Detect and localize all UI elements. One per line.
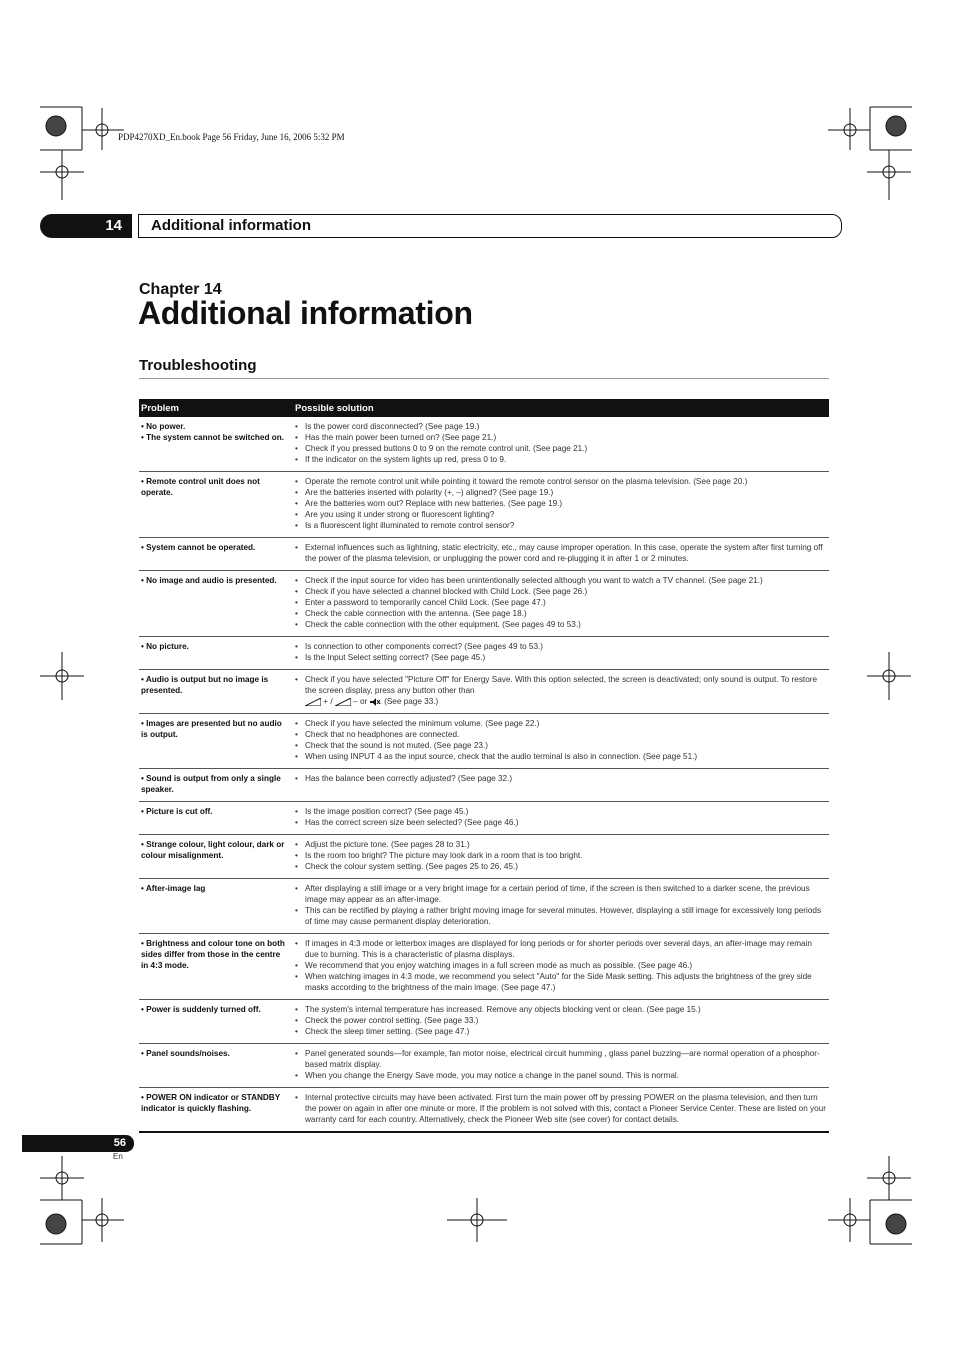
table-row: [139, 637, 829, 670]
solution-list: [295, 806, 827, 828]
solution-item: • Is the Input Select setting correct? (See page 45.): [295, 652, 827, 663]
solution-list: [295, 641, 827, 663]
solution-item: • Is connection to other components correct? (See pages 49 to 53.): [295, 641, 827, 652]
solution-item: • External influences such as lightning, static electricity, etc., may cause improper operation. In this case, operate the system after first turning off the power of the plasma television, or unplugging the power cord and re-plugging it in after 1 or 2 minutes.: [295, 542, 827, 564]
solution-item: • Are the batteries inserted with polarity (+, –) aligned? (See page 19.): [295, 487, 827, 498]
solution-item: • Has the main power been turned on? (See page 21.): [295, 432, 827, 443]
problem-text: • After-image lag: [141, 884, 206, 893]
problem-text: • Power is suddenly turned off.: [141, 1005, 261, 1014]
solution-item: • The system's internal temperature has increased. Remove any objects blocking vent or clean. (See page 15.): [295, 1004, 827, 1015]
problem-text: • The system cannot be switched on.: [141, 433, 284, 442]
column-header-solution: Possible solution: [291, 399, 829, 417]
problem-text: • No image and audio is presented.: [141, 576, 277, 585]
solution-list: [295, 1004, 827, 1037]
solution-item: • Is the image position correct? (See page 45.): [295, 806, 827, 817]
solution-cell: [291, 670, 829, 714]
solution-list: [295, 773, 827, 784]
solution-list: [295, 674, 827, 707]
running-header-title: Additional information: [138, 214, 842, 238]
solution-list: [295, 839, 827, 872]
solution-item: • Check the power control setting. (See page 33.): [295, 1015, 827, 1026]
solution-item: • Panel generated sounds—for example, fan motor noise, electrical circuit humming , glass panel buzzing—are normal operation of a phosphor-based matrix display.: [295, 1048, 827, 1070]
solution-item: • When you change the Energy Save mode, you may notice a change in the panel sound. This is normal.: [295, 1070, 827, 1081]
problem-text: • Panel sounds/noises.: [141, 1049, 230, 1058]
solution-item: • Is the room too bright? The picture may look dark in a room that is too bright.: [295, 850, 827, 861]
page-number: 56: [22, 1135, 134, 1152]
solution-item: • Check the sleep timer setting. (See page 47.): [295, 1026, 827, 1037]
solution-item: • Are the batteries worn out? Replace with new batteries. (See page 19.): [295, 498, 827, 509]
troubleshooting-table: [139, 399, 829, 1133]
volume-up-icon: [305, 698, 321, 706]
table-row: [139, 1088, 829, 1133]
solution-item: • Check if you have selected the minimum volume. (See page 22.): [295, 718, 827, 729]
problem-text: • Sound is output from only a single speaker.: [141, 774, 281, 794]
problem-cell: [139, 1000, 291, 1044]
problem-cell: [139, 472, 291, 538]
solution-list: [295, 476, 827, 531]
problem-cell: [139, 802, 291, 835]
solution-item: • Enter a password to temporarily cancel Child Lock. (See page 47.): [295, 597, 827, 608]
table-row: [139, 934, 829, 1000]
solution-list: [295, 883, 827, 927]
solution-item: • When using INPUT 4 as the input source, check that the audio terminal is also in connection. (See page 51.): [295, 751, 827, 762]
problem-text: • POWER ON indicator or STANDBY indicator is quickly flashing.: [141, 1093, 281, 1113]
solution-cell: [291, 417, 829, 472]
solution-item: • Check the cable connection with the antenna. (See page 18.): [295, 608, 827, 619]
solution-item: • If images in 4:3 mode or letterbox images are displayed for long periods or for shorter periods over several days, an after-image may remain due to burning. This is a characteristic of plasma displays.: [295, 938, 827, 960]
solution-item: • Has the balance been correctly adjusted? (See page 32.): [295, 773, 827, 784]
problem-cell: [139, 571, 291, 637]
table-row: [139, 538, 829, 571]
solution-item: • Internal protective circuits may have been activated. First turn the main power off by pressing POWER on the plasma television, and then turn the power on again in after one minute or more. If the problem is not solved with this, contact a Pioneer Service Center. These are listed on your warranty card for each country. Alternatively, check the Pioneer Web site (see cover) for contact details.: [295, 1092, 827, 1125]
table-row: [139, 1000, 829, 1044]
solution-item: • Are you using it under strong or fluorescent lighting?: [295, 509, 827, 520]
section-divider: [139, 378, 829, 379]
solution-cell: [291, 769, 829, 802]
mute-icon: [370, 698, 380, 706]
solution-item: • Check if you have selected "Picture Off" for Energy Save. With this option selected, the screen is deactivated; only sound is output. To restore the screen display, press any button other than: [295, 674, 827, 696]
solution-cell: [291, 571, 829, 637]
problem-cell: [139, 714, 291, 769]
problem-cell: [139, 835, 291, 879]
solution-item: • Check if you have selected a channel blocked with Child Lock. (See page 26.): [295, 586, 827, 597]
problem-text: • System cannot be operated.: [141, 543, 256, 552]
section-title: Troubleshooting: [139, 357, 257, 374]
volume-down-icon: [335, 698, 351, 706]
solution-list: [295, 542, 827, 564]
problem-text: • Brightness and colour tone on both sides differ from those in the centre in 4:3 mode.: [141, 939, 285, 970]
solution-list: [295, 718, 827, 762]
problem-cell: [139, 637, 291, 670]
solution-item: • Adjust the picture tone. (See pages 28 to 31.): [295, 839, 827, 850]
problem-text: • Strange colour, light colour, dark or colour misalignment.: [141, 840, 285, 860]
problem-cell: [139, 1044, 291, 1088]
table-row: [139, 835, 829, 879]
solution-item: • If the indicator on the system lights up red, press 0 to 9.: [295, 454, 827, 465]
solution-cell: [291, 1088, 829, 1133]
problem-text: • Images are presented but no audio is output.: [141, 719, 282, 739]
solution-cell: [291, 934, 829, 1000]
problem-cell: [139, 1088, 291, 1133]
solution-cell: [291, 1044, 829, 1088]
problem-text: • No power.: [141, 422, 186, 431]
table-row: [139, 571, 829, 637]
solution-list: [295, 421, 827, 465]
problem-cell: [139, 769, 291, 802]
solution-cell: [291, 472, 829, 538]
problem-cell: [139, 670, 291, 714]
solution-item: • Is the power cord disconnected? (See page 19.): [295, 421, 827, 432]
solution-list: [295, 1092, 827, 1125]
solution-item: • Operate the remote control unit while pointing it toward the remote control sensor on the plasma television. (See page 20.): [295, 476, 827, 487]
solution-cell: [291, 538, 829, 571]
solution-item: • Check if the input source for video has been unintentionally selected although you want to watch a TV channel. (See page 21.): [295, 575, 827, 586]
table-row: [139, 879, 829, 934]
solution-list: [295, 938, 827, 993]
solution-cell: [291, 1000, 829, 1044]
table-row: [139, 472, 829, 538]
book-info: PDP4270XD_En.book Page 56 Friday, June 16, 2006 5:32 PM: [118, 132, 345, 142]
solution-cell: [291, 835, 829, 879]
chapter-label: Chapter 14: [139, 281, 222, 298]
problem-text: • Picture is cut off.: [141, 807, 213, 816]
table-row: [139, 769, 829, 802]
problem-cell: [139, 417, 291, 472]
chapter-title: Additional information: [138, 295, 473, 331]
solution-item: • Check if you pressed buttons 0 to 9 on the remote control unit. (See page 21.): [295, 443, 827, 454]
solution-item: • Is a fluorescent light illuminated to remote control sensor?: [295, 520, 827, 531]
table-row: [139, 802, 829, 835]
solution-item: • Check that the sound is not muted. (See page 23.): [295, 740, 827, 751]
solution-item: • This can be rectified by playing a rather bright moving image for several minutes. However, displaying a still image for excessively long periods of time may cause permanent display deterioration.: [295, 905, 827, 927]
solution-item: • Check that no headphones are connected.: [295, 729, 827, 740]
problem-cell: [139, 538, 291, 571]
solution-cell: [291, 637, 829, 670]
column-header-problem: Problem: [139, 399, 291, 417]
solution-item: • We recommend that you enjoy watching images in a full screen mode as much as possible. (See page 46.): [295, 960, 827, 971]
solution-item: + / – or . (See page 33.): [295, 696, 827, 707]
chapter-number-tab: 14: [40, 214, 132, 238]
page-language: En: [113, 1152, 123, 1161]
solution-item: • Check the colour system setting. (See pages 25 to 26, 45.): [295, 861, 827, 872]
solution-item: • After displaying a still image or a very bright image for a certain period of time, if the screen is then switched to a darker scene, the previous image may appear as an after-image.: [295, 883, 827, 905]
problem-cell: [139, 879, 291, 934]
solution-cell: [291, 802, 829, 835]
solution-item: • Has the correct screen size been selected? (See page 46.): [295, 817, 827, 828]
table-row: [139, 1044, 829, 1088]
problem-text: • Remote control unit does not operate.: [141, 477, 260, 497]
problem-text: • No picture.: [141, 642, 189, 651]
problem-text: • Audio is output but no image is presented.: [141, 675, 269, 695]
solution-list: [295, 1048, 827, 1081]
table-row: [139, 714, 829, 769]
solution-list: [295, 575, 827, 630]
solution-cell: [291, 879, 829, 934]
solution-item: • Check the cable connection with the other equipment. (See pages 49 to 53.): [295, 619, 827, 630]
table-row: [139, 670, 829, 714]
problem-cell: [139, 934, 291, 1000]
table-row: [139, 417, 829, 472]
solution-cell: [291, 714, 829, 769]
table-header-row: [139, 399, 829, 417]
solution-item: • When watching images in 4:3 mode, we recommend you select "Auto" for the Side Mask setting. This adjusts the brightness of the grey side masks according to the brightness of the main image. (See page 47.): [295, 971, 827, 993]
